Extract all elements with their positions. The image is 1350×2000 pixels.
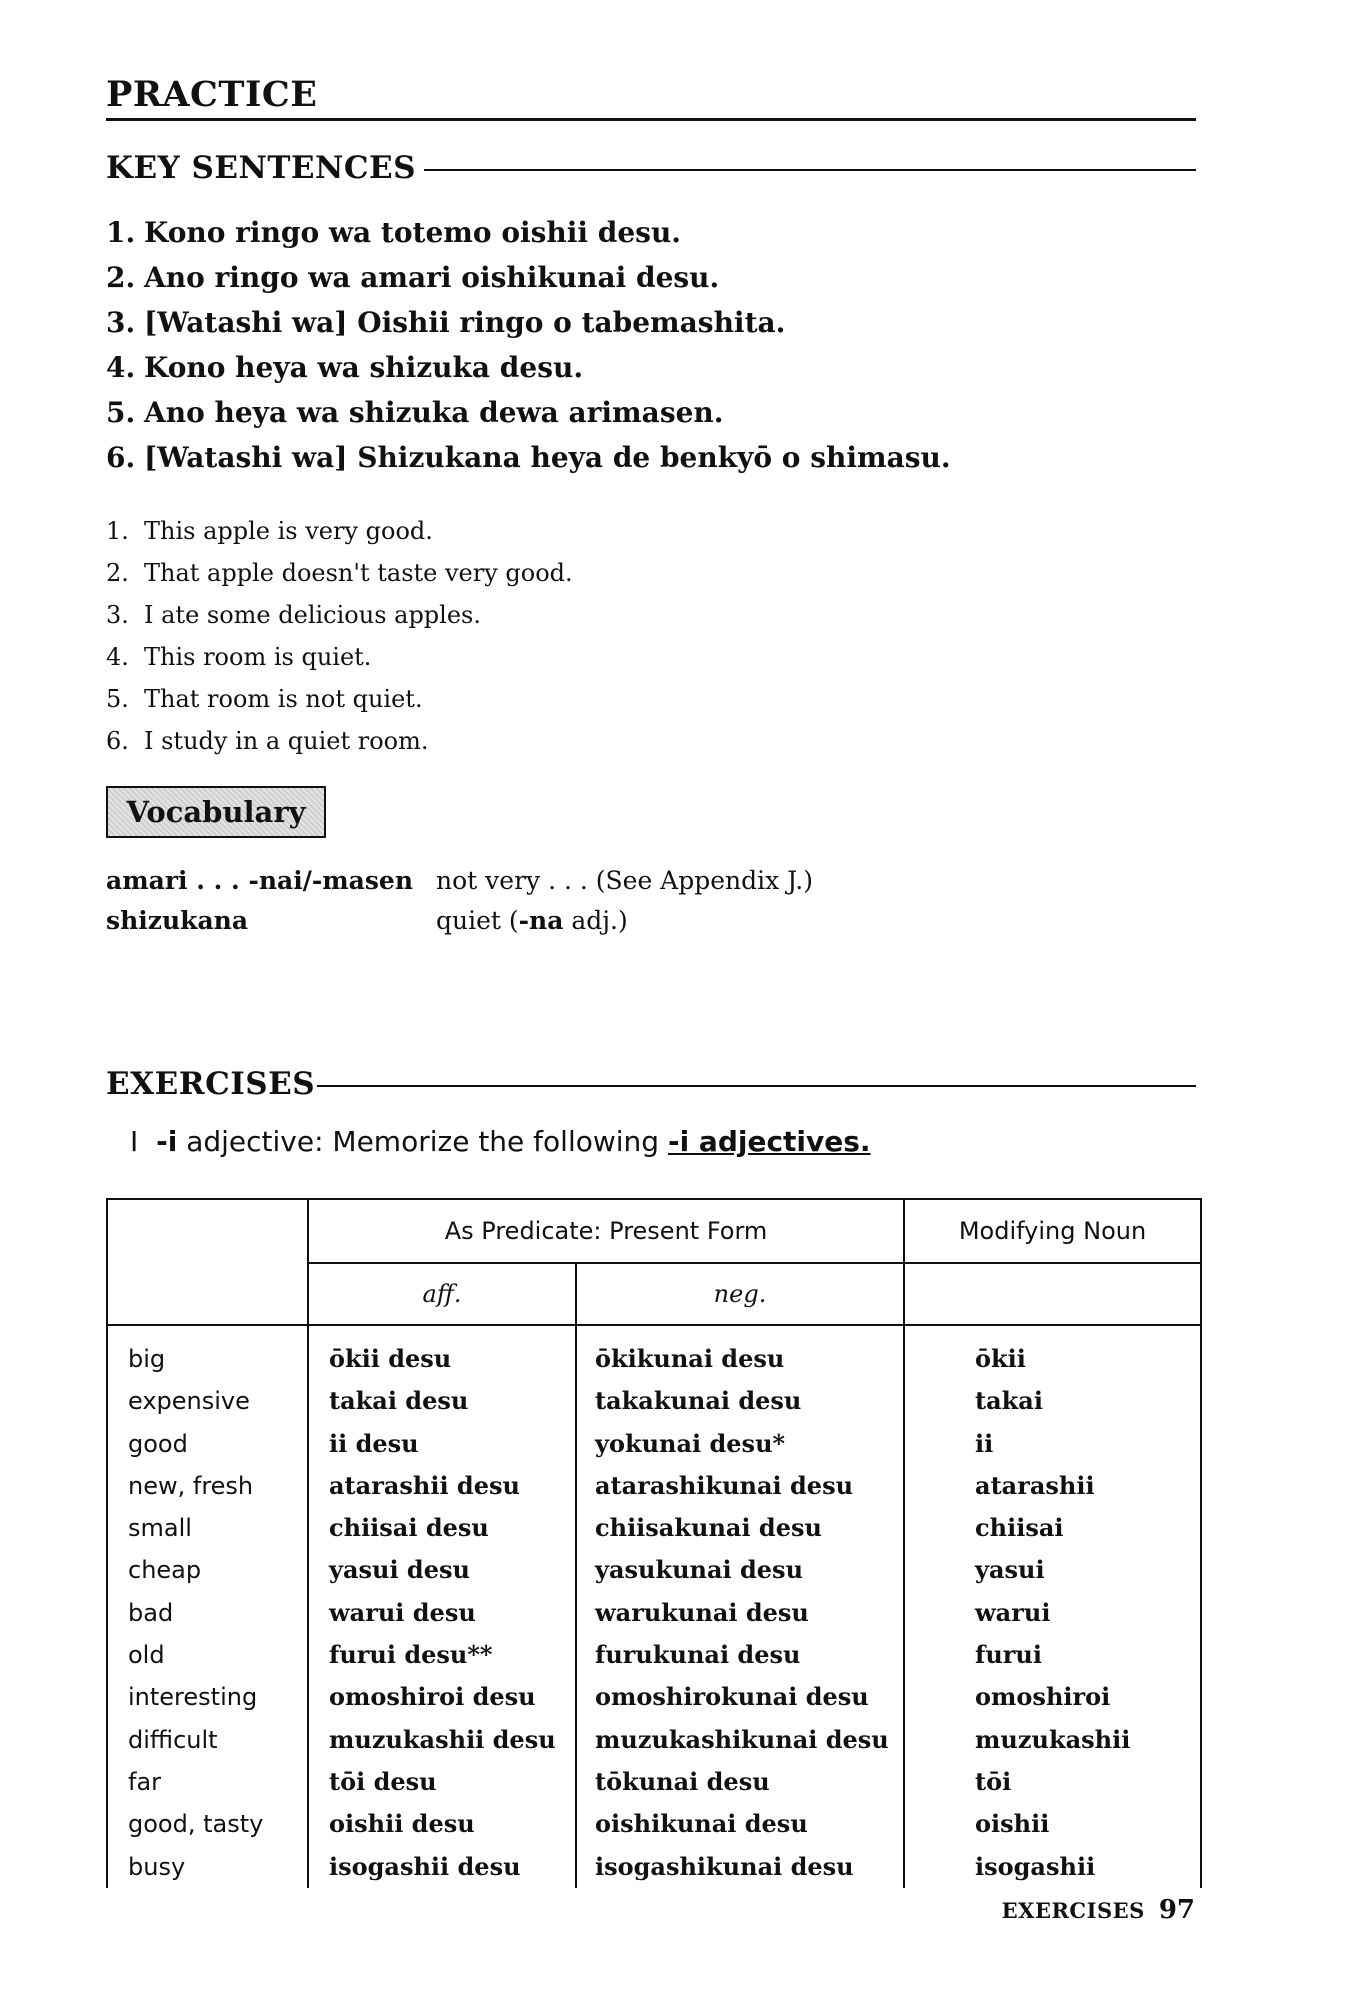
vocab-term: shizukana: [106, 906, 249, 935]
item-number: 4.: [106, 351, 136, 384]
english-cell: interesting: [128, 1683, 258, 1712]
modifying-cell: takai: [975, 1386, 1043, 1416]
translation-text: This apple is very good.: [144, 517, 433, 545]
affirmative-cell: atarashii desu: [329, 1470, 520, 1500]
english-cell: busy: [128, 1852, 186, 1881]
item-number: 5.: [106, 685, 129, 713]
item-number: 3.: [106, 306, 136, 339]
sentence-text: [Watashi wa] Shizukana heya de benkyō o shimasu.: [144, 441, 951, 474]
list-item: [106, 300, 951, 345]
negative-cell: takakunai desu: [595, 1386, 802, 1416]
affirmative-cell: yasui desu: [329, 1555, 470, 1585]
translation-text: That apple doesn't taste very good.: [144, 559, 573, 587]
negative-cell: oishikunai desu: [595, 1809, 808, 1839]
list-item: [106, 720, 573, 762]
japanese-sentence-list: [106, 210, 951, 480]
exercises-heading: [106, 1066, 1196, 1102]
item-number: 1.: [106, 216, 136, 249]
affirmative-cell: ōkii desu: [329, 1344, 452, 1373]
negative-cell: muzukashikunai desu: [595, 1724, 889, 1754]
english-column: [107, 1325, 308, 1888]
heading-rule: [424, 169, 1196, 171]
english-list: [108, 1338, 307, 1888]
vocabulary-entry: [106, 866, 813, 895]
sentence-text: Ano ringo wa amari oishikunai desu.: [144, 261, 720, 294]
definition-part: quiet (: [436, 906, 519, 935]
sentence-text: Kono heya wa shizuka desu.: [144, 351, 584, 384]
empty-header-cell: [107, 1199, 308, 1325]
modifying-cell: oishii: [975, 1809, 1050, 1839]
english-cell: bad: [128, 1598, 174, 1627]
sentence-text: Ano heya wa shizuka dewa arimasen.: [144, 396, 724, 429]
predicate-header: As Predicate: Present Form: [308, 1199, 904, 1263]
adjective-table: [106, 1198, 1202, 1888]
english-cell: new, fresh: [128, 1471, 254, 1500]
key-sentences-label: KEY SENTENCES: [106, 150, 417, 186]
negative-cell: atarashikunai desu: [595, 1470, 854, 1500]
item-number: 3.: [106, 601, 129, 629]
negative-header: neg.: [576, 1263, 904, 1325]
affirmative-column: [308, 1325, 576, 1888]
translation-text: This room is quiet.: [144, 643, 372, 671]
modifying-cell: omoshiroi: [975, 1682, 1111, 1712]
vocab-definition: [436, 906, 628, 935]
instruction-bold: -i: [156, 1125, 178, 1158]
negative-cell: chiisakunai desu: [595, 1513, 822, 1543]
affirmative-cell: takai desu: [329, 1386, 469, 1416]
negative-cell: furukunai desu: [595, 1640, 801, 1670]
english-cell: small: [128, 1514, 192, 1543]
negative-cell: tōkunai desu: [595, 1766, 770, 1796]
affirmative-header: aff.: [308, 1263, 576, 1325]
list-item: [106, 678, 573, 720]
negative-cell: yasukunai desu: [595, 1555, 804, 1585]
page-number: 97: [1158, 1895, 1195, 1925]
modifying-cell: yasui: [975, 1555, 1045, 1585]
vocabulary-label-box: [106, 786, 326, 838]
modifying-cell: tōi: [975, 1766, 1012, 1796]
affirmative-cell: isogashii desu: [329, 1851, 521, 1881]
exercises-label: EXERCISES: [106, 1066, 316, 1102]
item-number: 4.: [106, 643, 129, 671]
list-item: [106, 552, 573, 594]
english-cell: expensive: [128, 1387, 250, 1416]
instruction-underlined: -i adjectives.: [667, 1125, 871, 1158]
negative-cell: warukunai desu: [595, 1597, 809, 1627]
sentence-text: Kono ringo wa totemo oishii desu.: [144, 216, 682, 249]
item-number: 1.: [106, 517, 129, 545]
list-item: [106, 210, 951, 255]
list-item: [106, 510, 573, 552]
affirmative-cell: muzukashii desu: [329, 1724, 556, 1754]
footer-section-label: EXERCISES: [1001, 1898, 1145, 1923]
affirmative-cell: omoshiroi desu: [329, 1682, 536, 1712]
vocabulary-label: Vocabulary: [126, 795, 306, 829]
item-number: 6.: [106, 727, 129, 755]
empty-subheader-cell: [904, 1263, 1201, 1325]
negative-cell: omoshirokunai desu: [595, 1682, 869, 1712]
list-item: [106, 390, 951, 435]
practice-rule: [106, 118, 1196, 121]
affirmative-cell: oishii desu: [329, 1809, 475, 1839]
list-item: [106, 636, 573, 678]
negative-cell: yokunai desu*: [595, 1428, 786, 1458]
heading-rule: [317, 1085, 1196, 1087]
item-number: 2.: [106, 261, 136, 294]
vocab-term: amari . . . -nai/-masen: [106, 866, 414, 895]
modifying-list: [905, 1338, 1200, 1888]
negative-list: [577, 1338, 903, 1888]
english-cell: big: [128, 1345, 166, 1373]
modifying-cell: chiisai: [975, 1513, 1064, 1543]
vocab-definition: not very . . . (See Appendix J.): [436, 866, 813, 895]
modifying-cell: furui: [975, 1640, 1042, 1670]
exercise-number: I: [130, 1125, 139, 1158]
english-cell: good, tasty: [128, 1810, 264, 1839]
negative-column: [576, 1325, 904, 1888]
modifying-cell: warui: [975, 1597, 1051, 1627]
english-cell: far: [128, 1767, 162, 1796]
definition-bold-part: -na: [518, 906, 564, 935]
list-item: [106, 255, 951, 300]
affirmative-cell: chiisai desu: [329, 1513, 489, 1543]
modifying-cell: muzukashii: [975, 1724, 1131, 1754]
list-item: [106, 435, 951, 480]
translation-text: I study in a quiet room.: [144, 727, 429, 755]
affirmative-cell: warui desu: [329, 1597, 476, 1627]
sentence-text: [Watashi wa] Oishii ringo o tabemashita.: [144, 306, 786, 339]
affirmative-list: [309, 1338, 575, 1888]
list-item: [106, 594, 573, 636]
list-item: [106, 345, 951, 390]
affirmative-cell: furui desu**: [329, 1640, 493, 1670]
english-cell: difficult: [128, 1725, 218, 1754]
vocabulary-entry: [106, 906, 628, 935]
english-cell: good: [128, 1429, 188, 1458]
english-cell: old: [128, 1641, 165, 1670]
english-translation-list: [106, 510, 573, 762]
modifying-cell: ii: [975, 1428, 994, 1458]
adjective-table-container: [106, 1198, 1200, 1881]
affirmative-cell: ii desu: [329, 1428, 419, 1458]
negative-cell: ōkikunai desu: [595, 1344, 785, 1373]
table-body-row: [107, 1325, 1201, 1888]
translation-text: I ate some delicious apples.: [144, 601, 481, 629]
definition-part: adj.): [563, 906, 628, 935]
page-footer: [1002, 1895, 1195, 1925]
translation-text: That room is not quiet.: [144, 685, 423, 713]
modifying-cell: atarashii: [975, 1470, 1095, 1500]
item-number: 2.: [106, 559, 129, 587]
table-header-row: [107, 1199, 1201, 1263]
negative-cell: isogashikunai desu: [595, 1851, 854, 1881]
exercise-instruction: [130, 1125, 871, 1158]
item-number: 5.: [106, 396, 136, 429]
modifying-cell: ōkii: [975, 1344, 1026, 1373]
practice-title: PRACTICE: [106, 74, 318, 115]
instruction-text: adjective: Memorize the following: [177, 1125, 668, 1158]
item-number: 6.: [106, 441, 136, 474]
modifying-column: [904, 1325, 1201, 1888]
english-cell: cheap: [128, 1556, 202, 1585]
modifying-cell: isogashii: [975, 1851, 1096, 1881]
affirmative-cell: tōi desu: [329, 1766, 437, 1796]
key-sentences-heading: [106, 150, 1196, 186]
modifying-noun-header: Modifying Noun: [904, 1199, 1201, 1263]
